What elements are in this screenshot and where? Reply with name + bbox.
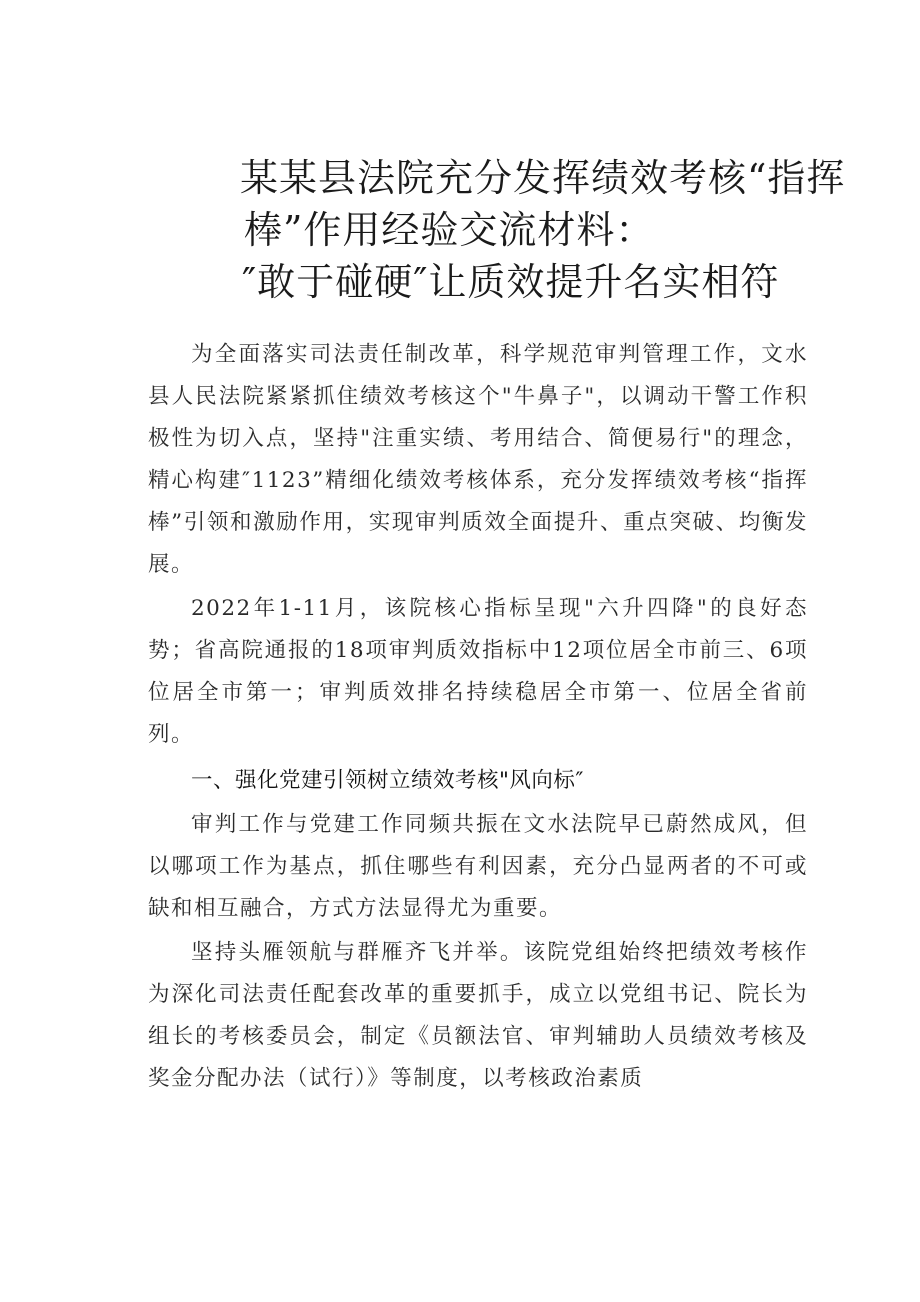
section-1-paragraph-1: 审判工作与党建工作同频共振在文水法院早已蔚然成风，但以哪项工作为基点，抓住哪些有利因素，充分凸显两者的不可或缺和相互融合，方式方法显得尤为重要。 xyxy=(148,812,808,921)
section-1-paragraph-2: 坚持头雁领航与群雁齐飞并举。该院党组始终把绩效考核作为深化司法责任配套改革的重要抓手，成立以党组书记、院长为组长的考核委员会，制定《员额法官、审判辅助人员绩效考核及奖金分配办法（试行）》等制度，以考核政治素质 xyxy=(148,940,808,1091)
intro-paragraph: 为全面落实司法责任制改革，科学规范审判管理工作，文水县人民法院紧紧抓住绩效考核这个"牛鼻子"，以调动干警工作积极性为切入点，坚持"注重实绩、考用结合、简便易行"的理念，精心构建″1123”精细化绩效考核体系，充分发挥绩效考核“指挥棒”引领和激励作用，实现审判质效全面提升、重点突破、均衡发展。 xyxy=(148,342,808,577)
document-body xyxy=(148,334,808,1102)
title-line-3: ″敢于碰硬″让质效提升名实相符 xyxy=(242,260,780,304)
title-line-2: 棒”作用经验交流材料： xyxy=(244,208,655,252)
stats-paragraph: 2022年1-11月，该院核心指标呈现"六升四降"的良好态势；省高院通报的18项审判质效指标中12项位居全市前三、6项位居全市第一；审判质效排名持续稳居全市第一、位居全省前列。 xyxy=(148,596,808,747)
title-line-1: 某某县法院充分发挥绩效考核“指挥 xyxy=(240,156,846,200)
section-1-heading: 一、强化党建引领树立绩效考核"风向标″ xyxy=(191,768,584,793)
document-title xyxy=(240,152,846,308)
